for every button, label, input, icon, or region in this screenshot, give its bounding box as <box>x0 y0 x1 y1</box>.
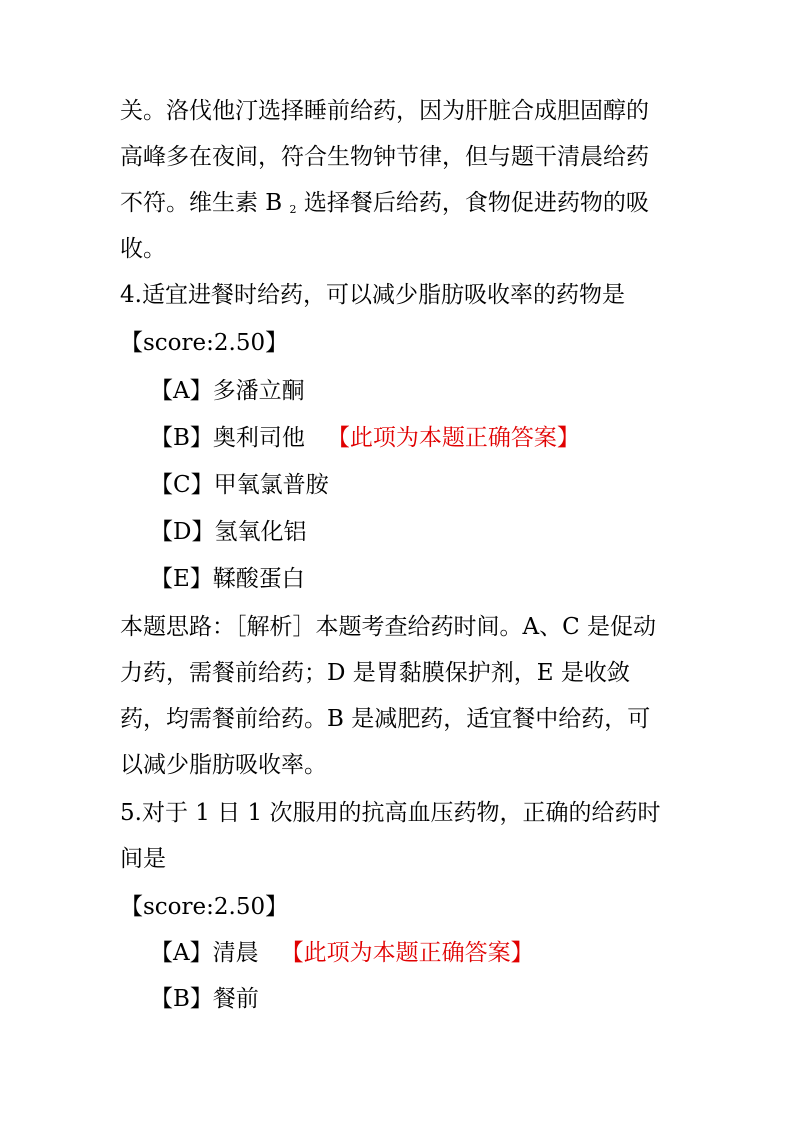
intro-line-3-start: 不符。维生素 B <box>120 190 290 216</box>
q4-option-b <box>150 423 580 453</box>
correct-answer-marker: 【此项为本题正确答案】 <box>326 425 580 451</box>
analysis-line-3: 药，均需餐前给药。B 是减肥药，适宜餐中给药，可 <box>120 706 651 732</box>
intro-line-1: 关。洛伐他汀选择睡前给药，因为肝脏合成胆固醇的 <box>120 98 649 124</box>
option-text: 【B】奥利司他 <box>150 425 305 451</box>
intro-line-2: 高峰多在夜间，符合生物钟节律，但与题干清晨给药 <box>120 144 649 170</box>
q4-option-c <box>150 470 329 500</box>
option-text: 【B】餐前 <box>150 986 259 1012</box>
analysis-line-2: 力药，需餐前给药；D 是胃黏膜保护剂，E 是收敛 <box>120 660 630 686</box>
question-5-line-2: 间是 <box>120 846 166 872</box>
option-text: 【A】多潘立酮 <box>150 378 305 404</box>
option-text: 【D】氢氧化铝 <box>150 519 307 545</box>
q4-option-a <box>150 376 305 406</box>
question-4: 4.适宜进餐时给药，可以减少脂肪吸收率的药物是 <box>120 282 625 308</box>
q4-option-e <box>150 564 305 594</box>
intro-line-3 <box>120 188 649 225</box>
q5-option-b <box>150 984 259 1014</box>
option-text: 【E】鞣酸蛋白 <box>150 566 305 592</box>
question-4-score: 【score:2.50】 <box>120 330 289 356</box>
intro-line-3-end: 选择餐后给药，食物促进药物的吸 <box>296 190 649 216</box>
question-5-line-1: 5.对于 1 日 1 次服用的抗高血压药物，正确的给药时 <box>120 800 661 826</box>
option-text: 【C】甲氧氯普胺 <box>150 472 329 498</box>
subscript: 2 <box>289 203 297 216</box>
q5-option-a <box>150 938 534 968</box>
question-5-score: 【score:2.50】 <box>120 894 289 920</box>
analysis-line-1: 本题思路：［解析］本题考查给药时间。A、C 是促动 <box>120 614 657 640</box>
intro-line-4: 收。 <box>120 236 166 262</box>
option-text: 【A】清晨 <box>150 940 259 966</box>
analysis-line-4: 以减少脂肪吸收率。 <box>120 752 327 778</box>
q4-option-d <box>150 517 306 547</box>
correct-answer-marker: 【此项为本题正确答案】 <box>280 940 534 966</box>
